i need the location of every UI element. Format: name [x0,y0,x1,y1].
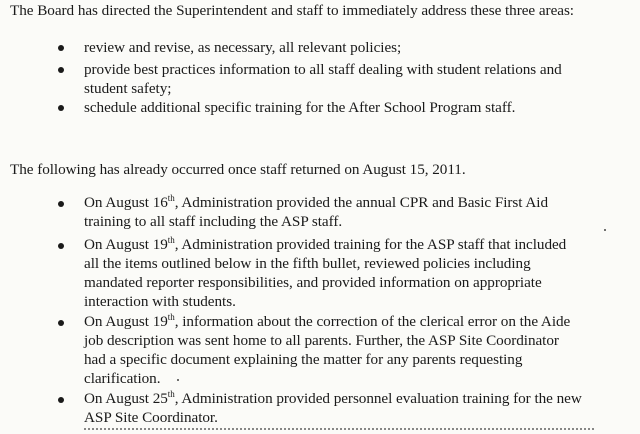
ordinal-suffix: th [167,193,175,203]
bullet-text-line: job description was sent home to all parents. Further, the ASP Site Coordinator [84,332,559,349]
action-first-line [84,235,566,256]
action-text: , Administration provided personnel evaluation training for the new [174,390,582,407]
action-date: On August 16 [84,194,168,211]
bullet-text-line: mandated reporter responsibilities, and provided information on appropriate [84,274,542,291]
action-text: , information about the correction of the clerical error on the Aide [174,313,571,330]
bullet-dot-icon [58,67,64,73]
intro-paragraph: The Board has directed the Superintendent and staff to immediately address these three areas: [10,2,574,19]
bullet-text-line: clarification. [84,370,161,387]
bullet-dot-icon [58,243,64,249]
bullet-text-line: schedule additional specific training for the After School Program staff. [84,99,516,116]
bullet-text-line: interaction with students. [84,293,236,310]
action-date: On August 19 [84,236,168,253]
bullet-text-line: all the items outlined below in the fifth bullet, reviewed policies including [84,255,531,272]
bullet-dot-icon [58,397,64,403]
bullet-dot-icon [58,45,64,51]
bullet-text-line: review and revise, as necessary, all relevant policies; [84,39,402,56]
bullet-dot-icon [58,320,64,326]
scan-speck [177,379,179,381]
bullet-dot-icon [58,105,64,111]
bullet-text-line: provide best practices information to all staff dealing with student relations and [84,61,562,78]
action-first-line [84,312,570,333]
action-text: , Administration provided training for the ASP staff that included [174,236,567,253]
ordinal-suffix: th [167,235,175,245]
ordinal-suffix: th [167,312,175,322]
scan-speck [604,229,606,231]
bullet-dot-icon [58,201,64,207]
cutoff-text-line [84,428,594,434]
bullet-text-line: ASP Site Coordinator. [84,409,218,426]
bullet-text-line: training to all staff including the ASP staff. [84,213,343,230]
action-first-line [84,193,548,214]
action-text: , Administration provided the annual CPR and Basic First Aid [174,194,548,211]
ordinal-suffix: th [167,389,175,399]
action-first-line [84,389,582,410]
followup-paragraph: The following has already occurred once staff returned on August 15, 2011. [10,161,466,178]
action-date: On August 19 [84,313,168,330]
action-date: On August 25 [84,390,168,407]
bullet-text-line: student safety; [84,80,172,97]
bullet-text-line: had a specific document explaining the matter for any parents requesting [84,351,523,368]
